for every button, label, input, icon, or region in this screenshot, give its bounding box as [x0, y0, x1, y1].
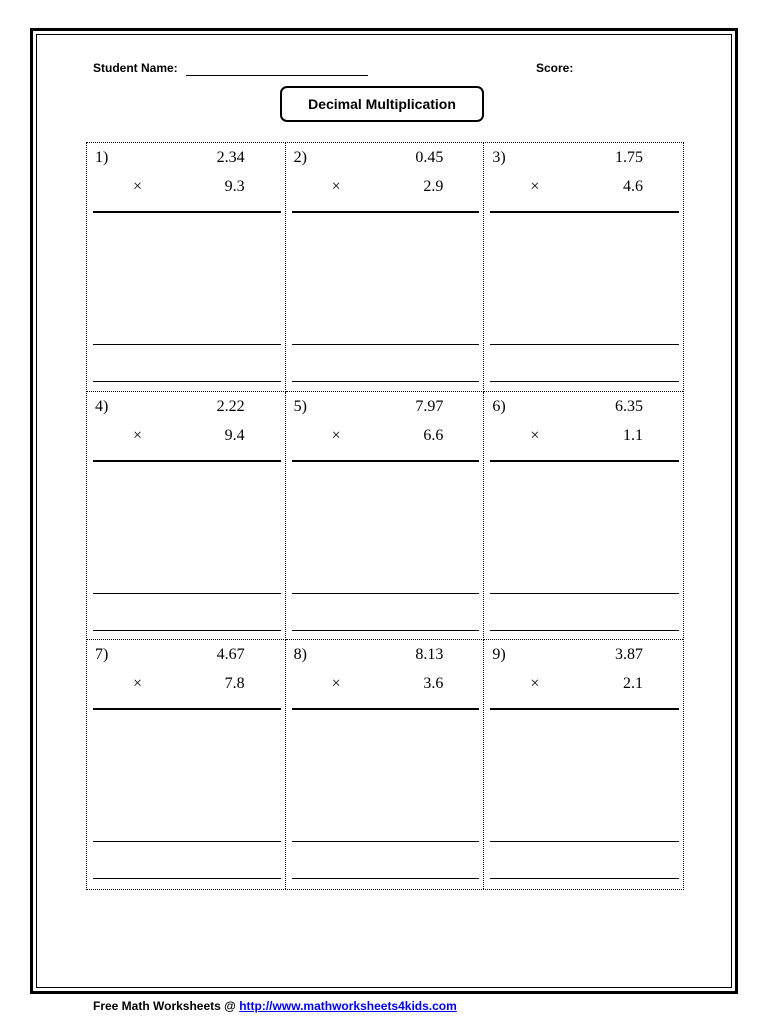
product-rule [93, 211, 281, 213]
multiplier: 9.4 [224, 426, 245, 444]
multiply-sign: × [331, 675, 341, 693]
multiplicand: 4.67 [216, 646, 245, 664]
problem-cell [286, 143, 485, 392]
answer-line [292, 381, 480, 382]
answer-line [93, 381, 281, 382]
footer-link[interactable]: http://www.mathworksheets4kids.com [239, 999, 457, 1013]
multiplicand: 0.45 [415, 149, 444, 166]
multiplicand: 3.87 [615, 646, 643, 664]
multiplicand: 2.22 [216, 397, 245, 415]
multiplier: 2.9 [423, 178, 444, 195]
problem-cell [484, 392, 683, 641]
multiplicand: 7.97 [415, 397, 444, 415]
footer-text: Free Math Worksheets @ [93, 999, 236, 1013]
multiplier: 4.6 [623, 178, 643, 195]
problem-cell [286, 640, 485, 889]
multiplier: 9.3 [224, 178, 245, 195]
problem-cell [286, 392, 485, 641]
answer-line [292, 630, 480, 631]
multiply-sign: × [133, 178, 143, 195]
answer-line [93, 878, 281, 879]
product-rule [490, 460, 679, 462]
multiply-sign: × [530, 426, 540, 444]
product-rule [292, 460, 480, 462]
answer-line [490, 344, 679, 345]
answer-line [93, 344, 281, 345]
multiplicand: 2.34 [216, 149, 245, 166]
multiplier: 1.1 [623, 426, 643, 444]
problem-number: 4) [95, 397, 109, 415]
answer-line [292, 841, 480, 842]
answer-line [93, 630, 281, 631]
product-rule [292, 211, 480, 213]
problem-number: 9) [492, 646, 506, 664]
multiply-sign: × [331, 178, 341, 195]
product-rule [292, 708, 480, 710]
answer-line [490, 593, 679, 594]
answer-line [292, 593, 480, 594]
problem-number: 6) [492, 397, 506, 415]
footer [93, 999, 457, 1013]
multiplicand: 8.13 [415, 646, 444, 664]
answer-line [490, 878, 679, 879]
multiply-sign: × [133, 675, 143, 693]
product-rule [93, 708, 281, 710]
multiplier: 7.8 [224, 675, 245, 693]
problem-number: 1) [95, 149, 109, 166]
student-name-label: Student Name: [93, 61, 178, 75]
problem-cell [87, 392, 286, 641]
multiplicand: 6.35 [615, 397, 643, 415]
multiply-sign: × [331, 426, 341, 444]
product-rule [93, 460, 281, 462]
worksheet-title [280, 86, 484, 122]
problem-number: 7) [95, 646, 109, 664]
score-label: Score: [536, 61, 574, 75]
problem-cell [87, 143, 286, 392]
answer-line [93, 841, 281, 842]
answer-line [93, 593, 281, 594]
multiplier: 2.1 [623, 675, 643, 693]
problem-number: 3) [492, 149, 506, 166]
multiply-sign: × [530, 675, 540, 693]
answer-line [292, 344, 480, 345]
product-rule [490, 211, 679, 213]
problem-cell [484, 640, 683, 889]
problem-cell [484, 143, 683, 392]
problem-number: 2) [293, 149, 307, 166]
worksheet-title-text: Decimal Multiplication [308, 96, 456, 112]
problem-grid [86, 142, 684, 890]
multiply-sign: × [530, 178, 540, 195]
multiplier: 6.6 [423, 426, 444, 444]
answer-line [490, 381, 679, 382]
multiplier: 3.6 [423, 675, 444, 693]
product-rule [490, 708, 679, 710]
multiply-sign: × [133, 426, 143, 444]
problem-cell [87, 640, 286, 889]
student-name-blank [186, 75, 368, 76]
problem-number: 5) [293, 397, 307, 415]
problem-number: 8) [293, 646, 307, 664]
multiplicand: 1.75 [615, 149, 643, 166]
answer-line [490, 630, 679, 631]
answer-line [490, 841, 679, 842]
answer-line [292, 878, 480, 879]
